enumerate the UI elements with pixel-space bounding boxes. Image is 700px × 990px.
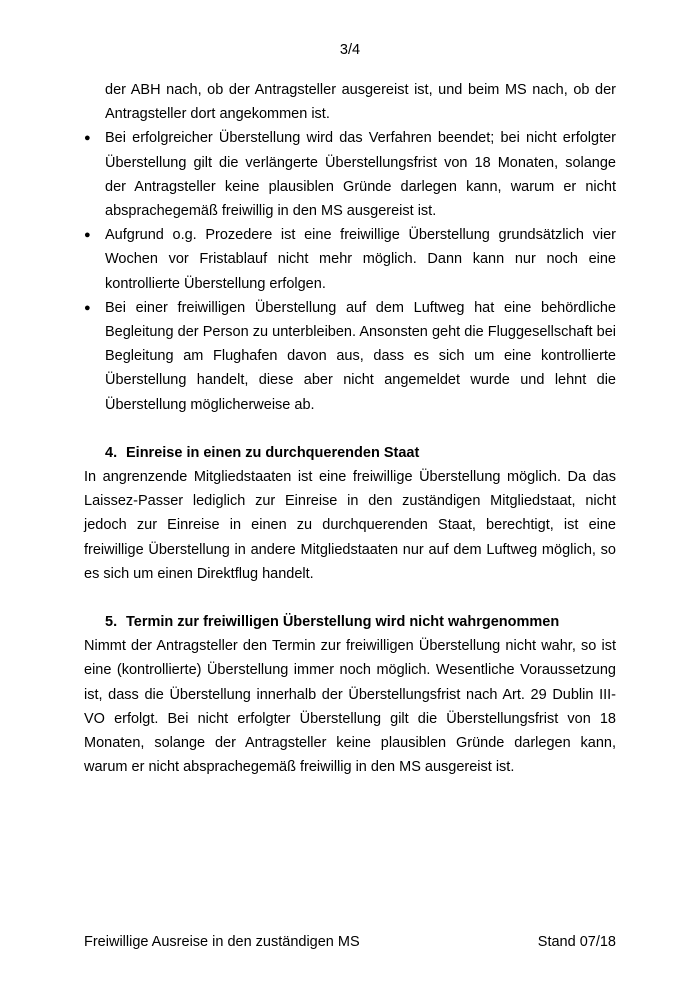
- section-number: 5.: [105, 614, 118, 631]
- document-body: [84, 78, 616, 779]
- section-title: Termin zur freiwilligen Überstellung wird nicht wahrgenommen: [126, 614, 560, 631]
- footer-document-title: Freiwillige Ausreise in den zuständigen MS: [84, 934, 360, 950]
- section-4-heading: [84, 441, 616, 465]
- bullet-item-2: [84, 223, 616, 296]
- bullet-icon: ●: [84, 132, 91, 145]
- bullet-text: Aufgrund o.g. Prozedere ist eine freiwillige Überstellung grundsätzlich vier Wochen vor Fristablauf nicht mehr möglich. Dann kann nur noch eine kontrollierte Überstellung erfolgen.: [105, 227, 616, 292]
- bullet-item-1: [84, 126, 616, 223]
- page-footer: [84, 932, 616, 952]
- section-4-body: In angrenzende Mitgliedstaaten ist eine freiwillige Überstellung möglich. Da das Laissez-Passer lediglich zur Einreise in den zuständigen Mitgliedstaat, nicht jedoch zur Einreise in einen zu durchquerenden Staat, berechtigt, ist eine freiwillige Überstellung in andere Mitgliedstaaten nur auf dem Luftweg möglich, so es sich um einen Direktflug handelt.: [84, 469, 616, 582]
- section-number: 4.: [105, 444, 118, 461]
- bullet-item-3: [84, 296, 616, 417]
- footer-version: Stand 07/18: [537, 934, 616, 950]
- bullet-icon: ●: [84, 229, 91, 242]
- continuation-paragraph: der ABH nach, ob der Antragsteller ausgereist ist, und beim MS nach, ob der Antragsteller dort angekommen ist.: [105, 82, 616, 123]
- section-5-heading: [84, 610, 616, 634]
- section-title: Einreise in einen zu durchquerenden Staat: [126, 444, 420, 461]
- section-5-body: Nimmt der Antragsteller den Termin zur freiwilligen Überstellung nicht wahr, so ist eine (kontrollierte) Überstellung immer noch möglich. Wesentliche Voraussetzung ist, dass die Überstellung innerhalb der Überstellungsfrist nach Art. 29 Dublin III-VO erfolgt. Bei nicht erfolgter Überstellung gilt die Überstellungsfrist von 18 Monaten, solange der Antragsteller keine plausiblen Gründe darlegen kann, warum er nicht absprachegemäß freiwillig in den MS ausgereist ist.: [84, 638, 616, 776]
- bullet-text: Bei erfolgreicher Überstellung wird das Verfahren beendet; bei nicht erfolgter Überstellung gilt die verlängerte Überstellungsfrist von 18 Monaten, solange der Antragsteller keine plausiblen Gründe darlegen kann, warum er nicht absprachegemäß freiwillig in den MS ausgereist ist.: [105, 130, 616, 220]
- bullet-text: Bei einer freiwilligen Überstellung auf dem Luftweg hat eine behördliche Begleitung der Person zu unterbleiben. Ansonsten geht die Fluggesellschaft bei Begleitung am Flughafen davon aus, dass es sich um eine kontrollierte Überstellung handelt, diese aber nicht angemeldet wurde und lehnt die Überstellung möglicherweise ab.: [105, 299, 616, 413]
- page-number: 3/4: [339, 42, 361, 58]
- bullet-icon: ●: [84, 301, 91, 314]
- bullet-list: [84, 126, 616, 416]
